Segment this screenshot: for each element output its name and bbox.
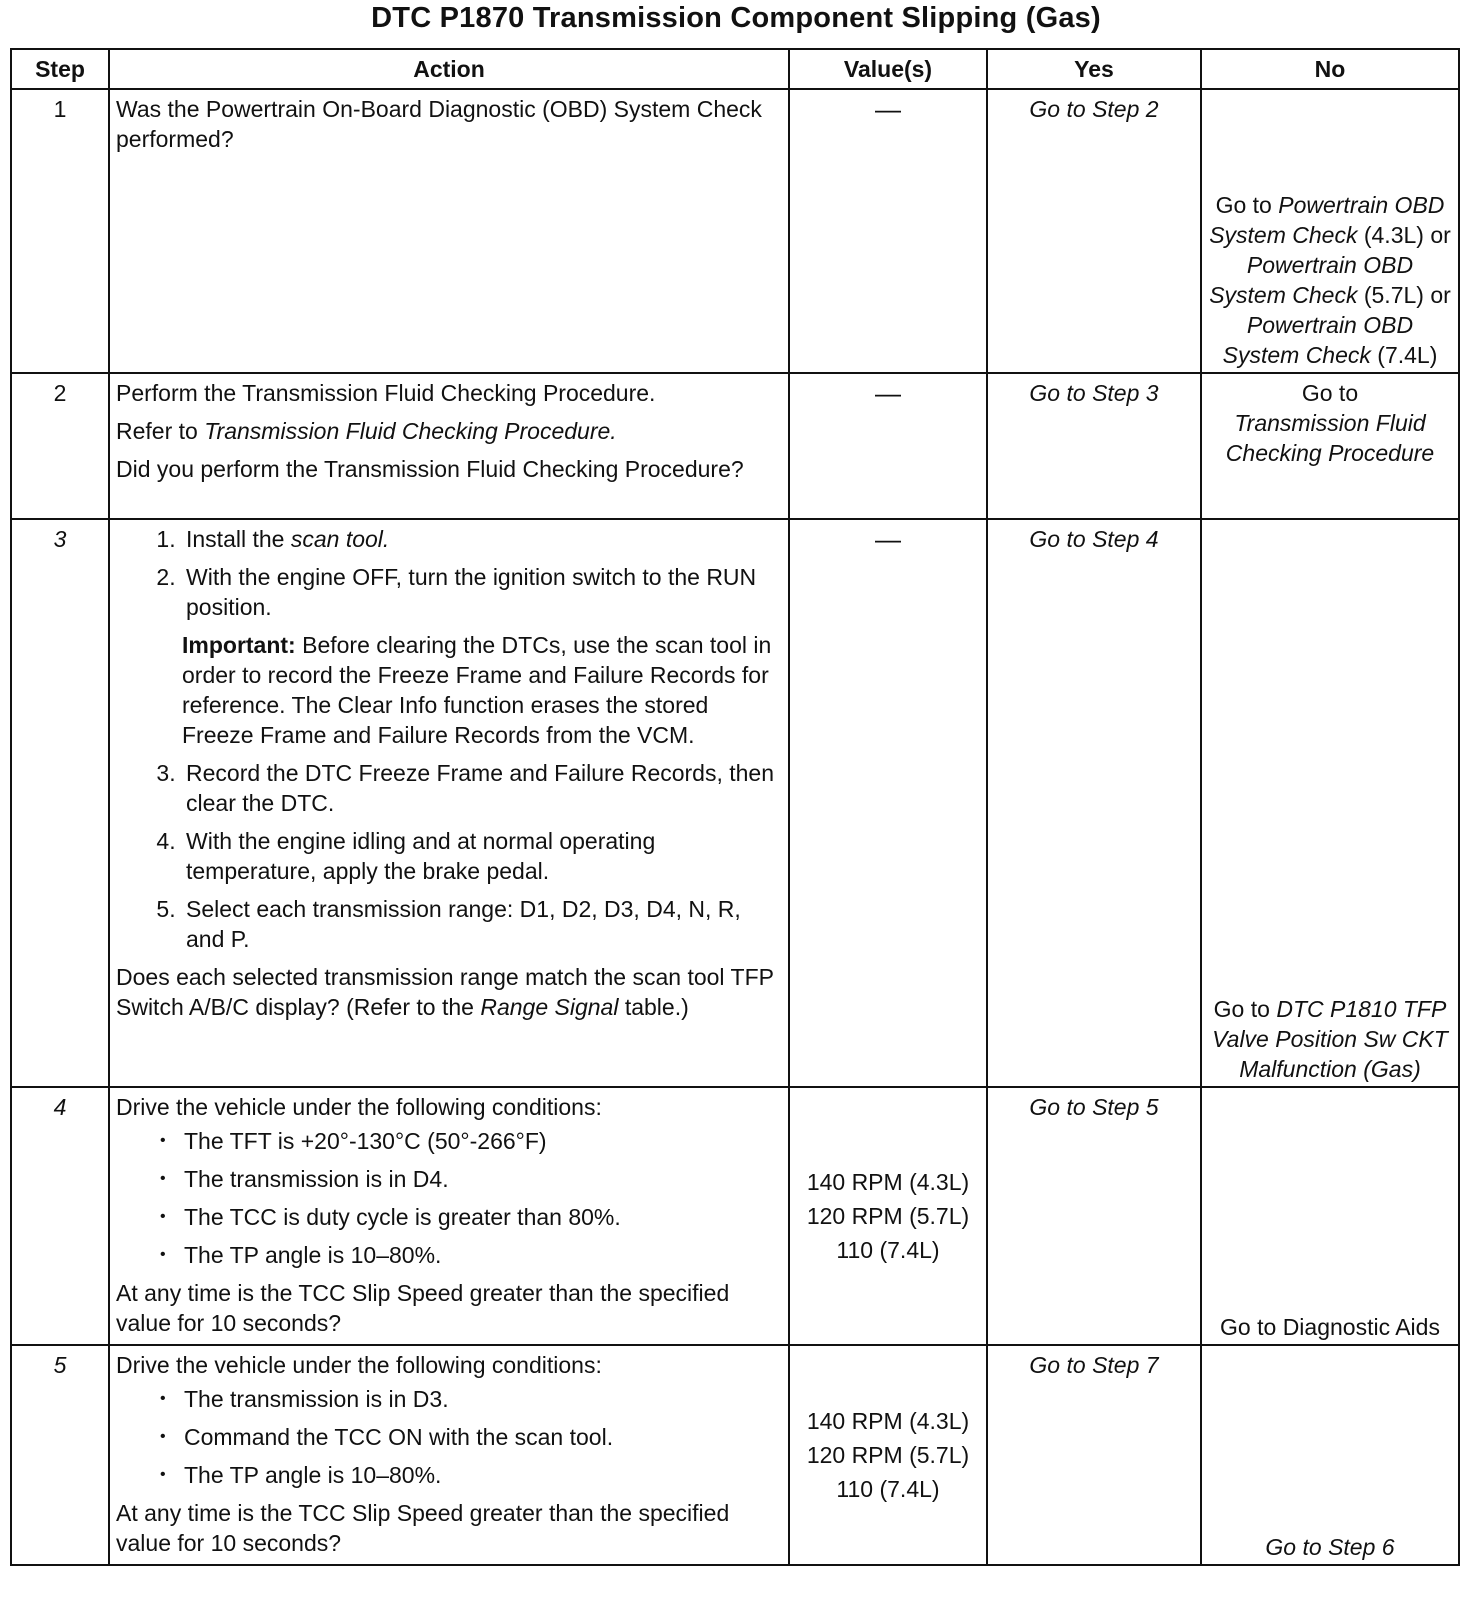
header-yes: Yes (987, 49, 1201, 89)
value-dash: — (875, 378, 901, 408)
value-cell (789, 89, 987, 373)
action-cell: Perform the Transmission Fluid Checking Procedure. Refer to Transmission Fluid Checking Procedure. Did you perform the Transmission Fluid Checking Procedure? (109, 373, 789, 519)
header-row (11, 49, 1459, 89)
no-cell: Go to Diagnostic Aids (1201, 1087, 1459, 1345)
table-row (11, 89, 1459, 373)
list-item: • The TFT is +20°-130°C (50°-266°F) (184, 1126, 782, 1156)
list-item: 4. With the engine idling and at normal operating temperature, apply the brake pedal. (182, 826, 782, 886)
action-cell (109, 89, 789, 373)
step-number: 4 (11, 1087, 109, 1345)
list-item: • Command the TCC ON with the scan tool. (184, 1422, 782, 1452)
step-number: 3 (11, 519, 109, 1087)
yes-cell: Go to Step 2 (987, 89, 1201, 373)
step-number: 5 (11, 1345, 109, 1565)
value-line: 120 RPM (5.7L) (806, 1442, 970, 1468)
yes-cell: Go to Step 7 (987, 1345, 1201, 1565)
value-dash: — (875, 94, 901, 124)
page-title: DTC P1870 Transmission Component Slipping (Gas) (371, 2, 1101, 34)
header-step: Step (11, 49, 109, 89)
value-line: 140 RPM (4.3L) (806, 1169, 970, 1195)
question-text: Does each selected transmission range match the scan tool TFP Switch A/B/C display? (Refer to the Range Signal table.) (116, 964, 774, 1020)
value-line: 110 (7.4L) (836, 1476, 940, 1502)
no-cell: Go to Step 6 (1201, 1345, 1459, 1565)
table-row (11, 373, 1459, 519)
list-item: • The TP angle is 10–80%. (184, 1240, 782, 1270)
step-number: 1 (11, 89, 109, 373)
value-cell (789, 1345, 987, 1565)
condition-list (116, 1126, 782, 1270)
value-dash: — (875, 524, 901, 554)
yes-cell: Go to Step 4 (987, 519, 1201, 1087)
action-cell (109, 519, 789, 1087)
value-cell (789, 373, 987, 519)
action-text: Was the Powertrain On-Board Diagnostic (OBD) System Check performed? (116, 96, 762, 152)
action-cell: Drive the vehicle under the following conditions: • The transmission is in D3. • Command the TCC ON with the scan tool. • The TP angle is 10–80%. At any time is the TCC Slip Speed greater than the specified value for 10 seconds? (109, 1345, 789, 1565)
list-item: 1. Install the scan tool. (182, 524, 782, 554)
no-cell: Go to Transmission Fluid Checking Procedure (1201, 373, 1459, 519)
step-number: 2 (11, 373, 109, 519)
list-item: • The transmission is in D3. (184, 1384, 782, 1414)
list-item: 2. With the engine OFF, turn the ignition switch to the RUN position. (182, 562, 782, 622)
yes-cell: Go to Step 3 (987, 373, 1201, 519)
header-no: No (1201, 49, 1459, 89)
value-cell (789, 1087, 987, 1345)
action-cell: Drive the vehicle under the following conditions: • The TFT is +20°-130°C (50°-266°F) • The transmission is in D4. • The TCC is duty cycle is greater than 80%. • The TP angle is 10–80%. At any time is the TCC Slip Speed greater than the specified value for 10 seconds? (109, 1087, 789, 1345)
diagnostic-table (10, 48, 1460, 1566)
numbered-steps (116, 524, 782, 622)
condition-list (116, 1384, 782, 1490)
numbered-steps-continued (116, 758, 782, 954)
list-item: • The TCC is duty cycle is greater than 80%. (184, 1202, 782, 1232)
header-action: Action (109, 49, 789, 89)
important-note: Important: Before clearing the DTCs, use the scan tool in order to record the Freeze Frame and Failure Records for reference. The Clear Info function erases the stored Freeze Frame and Failure Records from the VCM. (182, 632, 772, 748)
no-cell: Go to DTC P1810 TFP Valve Position Sw CKT Malfunction (Gas) (1201, 519, 1459, 1087)
value-line: 110 (7.4L) (836, 1237, 940, 1263)
list-item: • The TP angle is 10–80%. (184, 1460, 782, 1490)
yes-cell: Go to Step 5 (987, 1087, 1201, 1345)
list-item: 3. Record the DTC Freeze Frame and Failure Records, then clear the DTC. (182, 758, 782, 818)
table-row (11, 1087, 1459, 1345)
list-item: • The transmission is in D4. (184, 1164, 782, 1194)
table-row (11, 519, 1459, 1087)
value-line: 120 RPM (5.7L) (806, 1203, 970, 1229)
list-item: 5. Select each transmission range: D1, D2, D3, D4, N, R, and P. (182, 894, 782, 954)
value-cell (789, 519, 987, 1087)
no-cell: Go to Powertrain OBD System Check (4.3L) or Powertrain OBD System Check (5.7L) or Powertrain OBD System Check (7.4L) (1201, 89, 1459, 373)
value-line: 140 RPM (4.3L) (806, 1408, 970, 1434)
header-values: Value(s) (789, 49, 987, 89)
table-row (11, 1345, 1459, 1565)
